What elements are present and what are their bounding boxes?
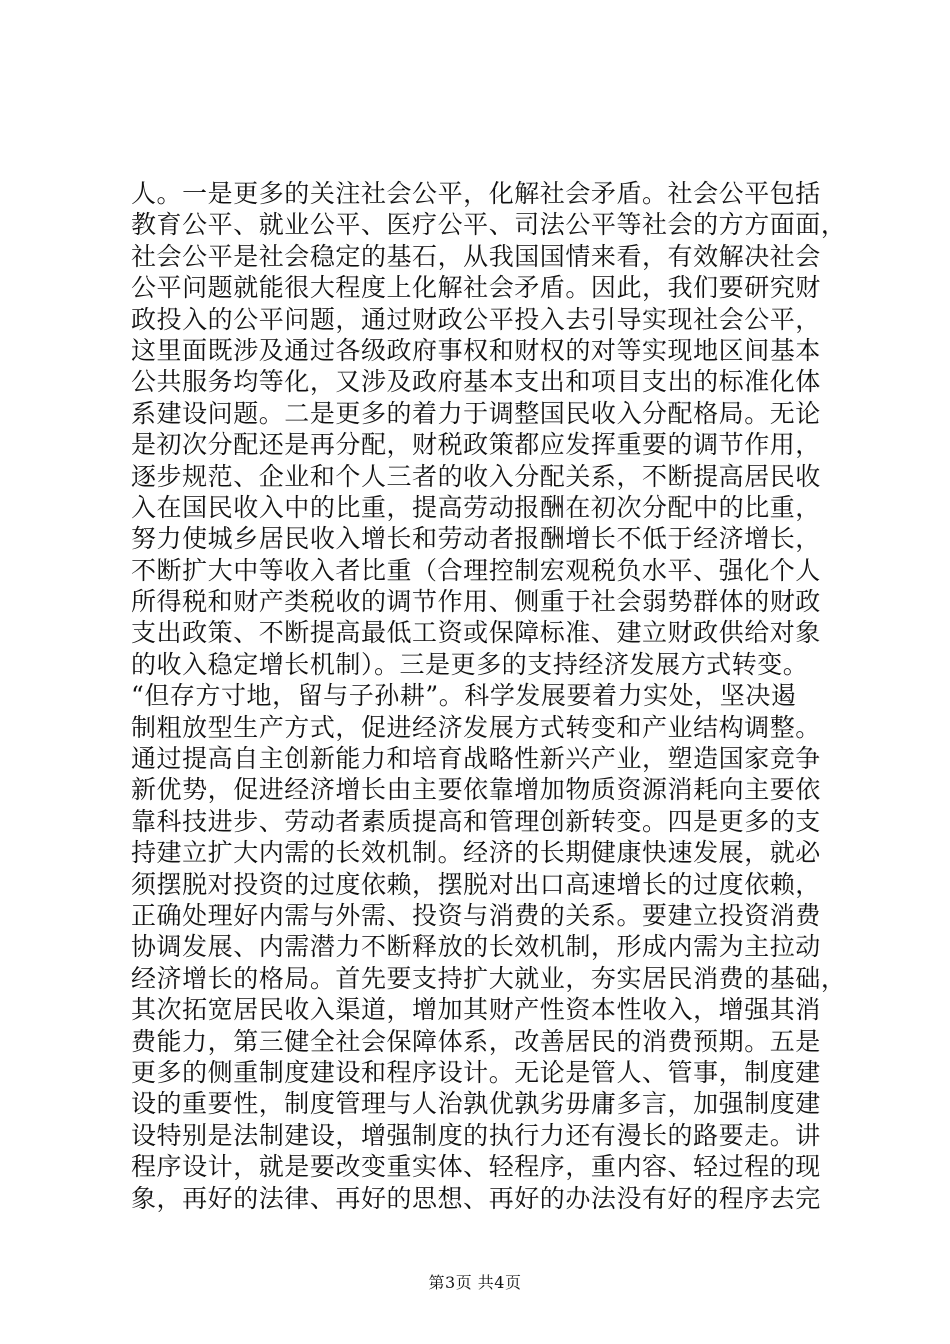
text-line: 的收入稳定增长机制）。三是更多的支持经济发展方式转变。 [131,649,809,679]
text-line: 社会公平是社会稳定的基石，从我国国情来看，有效解决社会 [131,241,821,271]
text-line: 须摆脱对投资的过度依赖，摆脱对出口高速增长的过度依赖， [131,869,821,899]
text-line: 其次拓宽居民收入渠道，增加其财产性资本性收入，增强其消 [131,995,821,1025]
text-line: 通过提高自主创新能力和培育战略性新兴产业，塑造国家竞争 [131,744,821,774]
text-line: 设的重要性，制度管理与人治孰优孰劣毋庸多言，加强制度建 [131,1089,821,1119]
text-line: 更多的侧重制度建设和程序设计。无论是管人、管事，制度建 [131,1057,821,1087]
body-text [131,178,847,1214]
text-line: 逐步规范、企业和个人三者的收入分配关系，不断提高居民收 [131,461,821,491]
text-line: 象，再好的法律、再好的思想、再好的办法没有好的程序去完 [131,1183,821,1213]
text-line: 协调发展、内需潜力不断释放的长效机制，形成内需为主拉动 [131,932,821,962]
text-line: 教育公平、就业公平、医疗公平、司法公平等社会的方方面面， [131,210,847,240]
text-line: 设特别是法制建设，增强制度的执行力还有漫长的路要走。讲 [131,1120,821,1150]
text-line: “但存方寸地，留与子孙耕”。科学发展要着力实处，坚决遏 [131,681,797,711]
text-line: 正确处理好内需与外需、投资与消费的关系。要建立投资消费 [131,900,821,930]
text-line: 程序设计，就是要改变重实体、轻程序，重内容、轻过程的现 [131,1152,821,1182]
text-line: 人。一是更多的关注社会公平，化解社会矛盾。社会公平包括 [131,179,821,208]
text-line: 是初次分配还是再分配，财税政策都应发挥重要的调节作用， [131,430,821,460]
text-line: 制粗放型生产方式，促进经济发展方式转变和产业结构调整。 [131,712,821,742]
text-line: 支出政策、不断提高最低工资或保障标准、建立财政供给对象 [131,618,821,648]
text-line: 这里面既涉及通过各级政府事权和财权的对等实现地区间基本 [131,335,821,365]
text-line: 新优势，促进经济增长由主要依靠增加物质资源消耗向主要依 [131,775,821,805]
text-line: 靠科技进步、劳动者素质提高和管理创新转变。四是更多的支 [131,806,821,836]
text-line: 费能力，第三健全社会保障体系，改善居民的消费预期。五是 [131,1026,821,1056]
text-line: 所得税和财产类税收的调节作用、侧重于社会弱势群体的财政 [131,587,821,617]
text-line: 政投入的公平问题，通过财政公平投入去引导实现社会公平， [131,304,821,334]
text-line: 经济增长的格局。首先要支持扩大就业，夯实居民消费的基础， [131,963,847,993]
text-line: 系建设问题。二是更多的着力于调整国民收入分配格局。无论 [131,398,821,428]
text-line: 努力使城乡居民收入增长和劳动者报酬增长不低于经济增长， [131,524,821,554]
page-number-footer: 第3页 共4页 [428,1273,522,1292]
text-line: 公共服务均等化，又涉及政府基本支出和项目支出的标准化体 [131,367,821,397]
text-line: 不断扩大中等收入者比重（合理控制宏观税负水平、强化个人 [131,555,821,585]
text-line: 入在国民收入中的比重，提高劳动报酬在初次分配中的比重， [131,492,821,522]
text-line: 公平问题就能很大程度上化解社会矛盾。因此，我们要研究财 [131,273,821,303]
text-line: 持建立扩大内需的长效机制。经济的长期健康快速发展，就必 [131,838,821,868]
